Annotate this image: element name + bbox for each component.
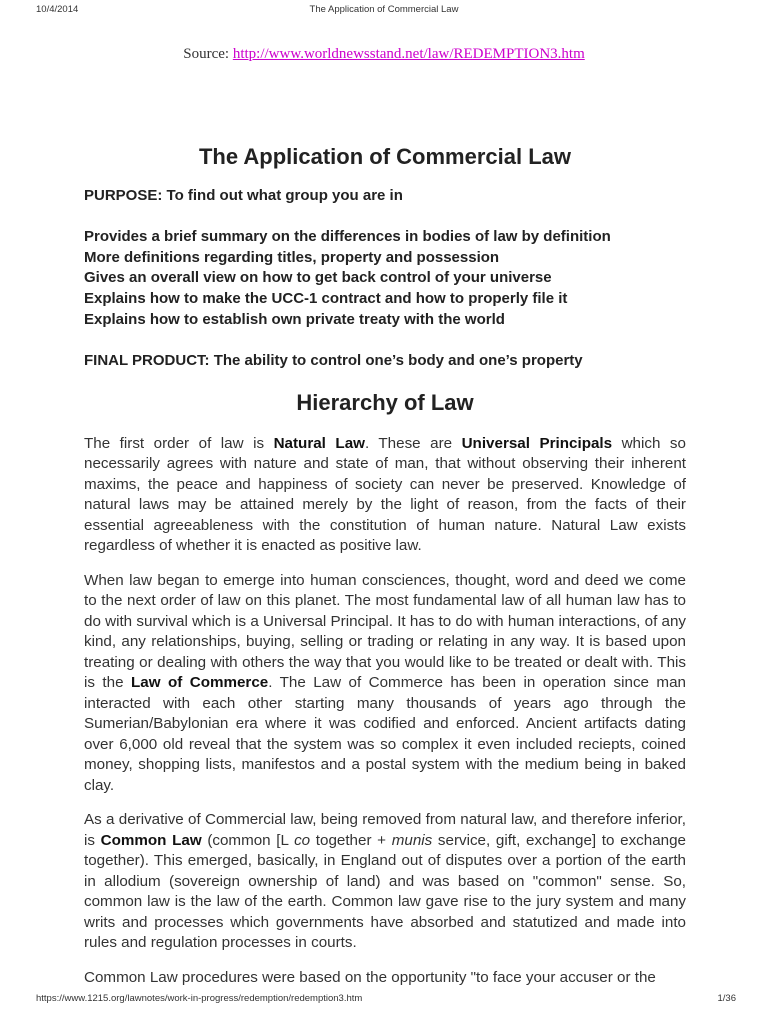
source-line <box>0 46 768 63</box>
page-number: 1/36 <box>717 993 736 1004</box>
print-header <box>0 4 768 18</box>
footer-url: https://www.1215.org/lawnotes/work-in-progress/redemption/redemption3.htm <box>36 993 363 1004</box>
final-product-line: FINAL PRODUCT: The ability to control one’s body and one’s property <box>84 351 583 369</box>
term-munis: munis <box>391 831 433 849</box>
paragraph-law-of-commerce: When law began to emerge into human consciences, thought, word and deed we come to the next order of law on this planet. The most fundamental law of all human law has to do with survival which is a Universal Principal. It has to do with human interactions, of any kind, any relationships, buying, selling or trading or relating in any way. It is based upon treating or dealing with others the way that you would like to be treated or dealt with. This is the Law of Commerce. The Law of Commerce has been in operation since man interacted with each other starting many thousands of years ago through the Sumerian/Babylonian era where it was codified and enforced. Ancient artifacts dating over 6,000 old reveal that the system was so complex it even included reciepts, coined money, shopping lists, manifestos and a postal system with the medium being in baked clay. <box>84 571 686 794</box>
print-date: 10/4/2014 <box>36 4 79 15</box>
summary-item: Gives an overall view on how to get back control of your universe <box>84 269 552 287</box>
term-law-of-commerce: Law of Commerce <box>130 674 269 692</box>
summary-item: Explains how to make the UCC-1 contract and how to properly file it <box>84 290 568 308</box>
print-title: The Application of Commercial Law <box>309 4 459 15</box>
purpose-line: PURPOSE: To find out what group you are in <box>84 187 403 204</box>
section-title: Hierarchy of Law <box>296 389 474 415</box>
paragraph-common-law-procedures: Common Law procedures were based on the opportunity "to face your accuser or the <box>84 968 656 986</box>
source-link[interactable]: http://www.worldnewsstand.net/law/REDEMPTION3.htm <box>232 46 585 62</box>
summary-item: Explains how to establish own private treaty with the world <box>84 310 505 328</box>
source-label: Source: <box>183 46 233 62</box>
term-natural-law: Natural Law <box>273 434 365 452</box>
summary-item: More definitions regarding titles, property and possession <box>84 248 500 266</box>
summary-item: Provides a brief summary on the differences in bodies of law by definition <box>84 227 611 245</box>
document-body <box>84 140 686 988</box>
term-co: co <box>294 831 311 849</box>
paragraph-natural-law: The first order of law is Natural Law. These are Universal Principals which so necessarily agrees with nature and state of man, that without observing their inherent maxims, the peace and happiness of society can never be preserved. Knowledge of natural laws may be attained merely by the light of reason, from the facts of their essential agreeableness with the constitution of human nature. Natural Law exists regardless of whether it is enacted as positive law. <box>84 434 686 555</box>
paragraph-common-law: As a derivative of Commercial law, being removed from natural law, and therefore inferior, is Common Law (common [L co together + munis service, gift, exchange] to exchange together). This emerged, basically, in England out of disputes over a portion of the earth in allodium (sovereign ownership of land) and was based on "common" sense. So, common law is the law of the earth. Common law gave rise to the jury system and many writs and processes which governments have absorbed and statutized and made into rules and regulation processes in courts. <box>84 811 686 952</box>
document-title: The Application of Commercial Law <box>198 144 571 169</box>
print-footer <box>0 993 768 1007</box>
term-universal-principals: Universal Principals <box>461 434 613 452</box>
term-common-law: Common Law <box>100 831 202 849</box>
summary-list <box>84 227 686 331</box>
